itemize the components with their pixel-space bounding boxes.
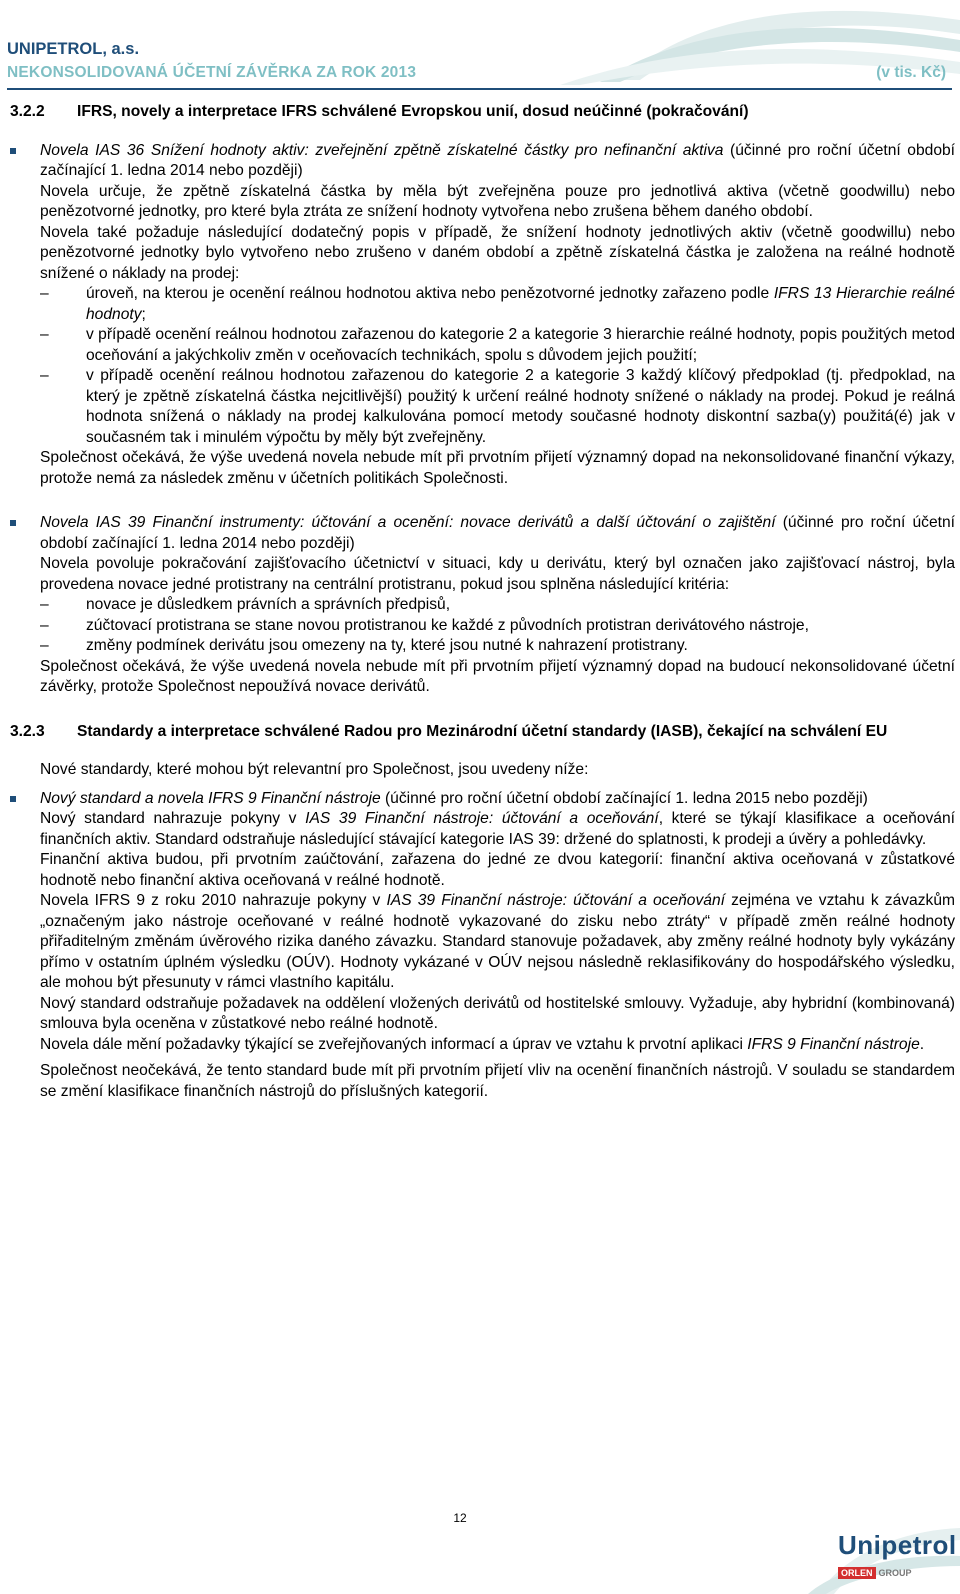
units-label: (v tis. Kč)	[876, 64, 946, 81]
item-title: Novela IAS 36 Snížení hodnoty aktiv: zveřejnění zpětně získatelné částky pro nefinanční aktiva (účinné pro roční účetní období začínající 1. ledna 2014 nebo později)	[40, 141, 955, 179]
report-title: NEKONSOLIDOVANÁ ÚČETNÍ ZÁVĚRKA ZA ROK 2013	[7, 64, 417, 81]
bullet-icon	[10, 148, 16, 154]
section-title: Standardy a interpretace schválené Radou pro Mezinárodní účetní standardy (IASB), čekající na schválení EU	[77, 722, 888, 740]
orlen-logo: ORLEN	[838, 1567, 876, 1579]
paragraph: Novela IFRS 9 z roku 2010 nahrazuje pokyny v IAS 39 Finanční nástroje: účtování a oceňování zejména ve vztahu k závazkům „označeným jako nástroje oceňované v reálné hodnotě vykazované do zisku nebo ztráty“ v případě změn reálné hodnoty přiřaditelným změnám úvěrového rizika daného závazku. Standard stanovuje požadavek, aby změny reálné hodnoty byly vykázány přímo v ostatním úplném výsledku (OÚV). Hodnoty vykázané v OÚV nejsou následně reklasifikovány do hospodářského výsledku, ale mohou být přesunuty v rámci vlastního kapitálu.	[40, 892, 955, 991]
item-title: Novela IAS 39 Finanční instrumenty: účtování a ocenění: novace derivátů a další účtování o zajištění (účinné pro roční účetní období začínající 1. ledna 2014 nebo později)	[40, 514, 955, 552]
section-heading-323	[10, 722, 955, 743]
paragraph: Finanční aktiva budou, při prvotním zaúčtování, zařazena do jedné ze dvou kategorií: finanční aktiva oceňovaná v zůstatkové hodnotě nebo finanční aktiva oceňovaná v reálné hodnotě.	[40, 851, 955, 889]
paragraph: Novela povoluje pokračování zajišťovacího účetnictví v situaci, kdy u derivátu, který byl označen jako zajišťovací nástroj, byla provedena novace jedné protistrany na centrální protistranu, pokud jsou splněna následující kritéria:	[40, 555, 955, 593]
paragraph: Novela určuje, že zpětně získatelná částka by měla být zveřejněna pouze pro jednotlivá aktiva (včetně goodwillu) nebo penězotvorné jednotky, pro které byla ztráta ze snížení hodnoty vytvořena nebo zrušena během daného období.	[40, 182, 955, 220]
bullet-icon	[10, 520, 16, 526]
item-title: Nový standard a novela IFRS 9 Finanční nástroje (účinné pro roční účetní období začínající 1. ledna 2015 nebo později)	[40, 789, 868, 807]
dash-item: – novace je důsledkem právních a správních předpisů,	[40, 595, 955, 616]
document-body	[10, 96, 955, 1102]
section-heading-322	[10, 102, 955, 123]
dash-icon: –	[40, 367, 49, 384]
paragraph: Novela dále mění požadavky týkající se zveřejňovaných informací a úprav ve vztahu k prvotní aplikaci IFRS 9 Finanční nástroje.	[40, 1035, 925, 1053]
section-title: IFRS, novely a interpretace IFRS schválené Evropskou unií, dosud neúčinné (pokračování)	[77, 103, 749, 120]
dash-item: – zúčtovací protistrana se stane novou protistranou ke každé z původních protistran derivátového nástroje,	[40, 616, 955, 637]
section-intro: Nové standardy, které mohou být relevantní pro Společnost, jsou uvedeny níže:	[40, 761, 589, 778]
list-item-ias36	[10, 141, 955, 490]
paragraph: Nový standard odstraňuje požadavek na oddělení vložených derivátů od hostitelské smlouvy. Vyžaduje, aby hybridní (kombinovaná) smlouva byla oceněna v zůstatkové nebo reálné hodnotě.	[40, 994, 955, 1032]
orlen-group-label: GROUP	[878, 1568, 912, 1578]
paragraph: Společnost očekává, že výše uvedená novela nebude mít při prvotním přijetí významný dopad na nekonsolidované finanční výkazy, protože nemá za následek změnu v účetních politikách Společnosti.	[40, 449, 955, 487]
list-item-ias39	[10, 513, 955, 698]
dash-icon: –	[40, 285, 49, 302]
header-divider	[7, 88, 952, 90]
bullet-icon	[10, 796, 16, 802]
dash-item: – v případě ocenění reálnou hodnotou zařazenou do kategorie 2 a kategorie 3 každý klíčový předpoklad (tj. předpoklad, na který je zpětně získatelná částka nejcitlivější) použitý k určení reálné hodnoty snížené o náklady na prodej. Pokud je reálná hodnota snížená o náklady na prodej kalkulována pomocí metody současné hodnoty diskontní sazba(y) použitá(é) jak v současném tak i minulém výpočtu by měly být zveřejněny.	[40, 367, 955, 446]
dash-icon: –	[40, 596, 49, 613]
paragraph: Novela také požaduje následující dodatečný popis v případě, že snížení hodnoty jednotlivých aktiv (včetně goodwillu) nebo penězotvorné jednotky bylo vytvořeno nebo zrušeno v daném období a zpětně získatelná částka je založena na reálné hodnotě snížené o náklady na prodej:	[40, 223, 955, 282]
dash-item: – v případě ocenění reálnou hodnotou zařazenou do kategorie 2 a kategorie 3 hierarchie reálné hodnoty, popis použitých metod oceňování a jakýchkoliv změn v oceňovacích technikách, spolu s důvodem jejich použití;	[40, 326, 955, 364]
company-name: UNIPETROL, a.s.	[7, 40, 140, 58]
paragraph: Společnost očekává, že výše uvedená novela nebude mít při prvotním přijetí významný dopad na budoucí nekonsolidované účetní závěrky, protože Společnost nepoužívá novace derivátů.	[40, 657, 955, 695]
paragraph: Nový standard nahrazuje pokyny v IAS 39 Finanční nástroje: účtování a oceňování, které se týkají klasifikace a oceňování finančních aktiv. Standard odstraňuje následující stávající kategorie IAS 39: držené do splatnosti, k prodeji a úvěry a pohledávky.	[40, 810, 955, 848]
paragraph: Společnost neočekává, že tento standard bude mít při prvotním přijetí vliv na ocenění finančních nástrojů. V souladu se standardem se změní klasifikace finančních nástrojů do příslušných kategorií.	[40, 1062, 955, 1100]
dash-item: – úroveň, na kterou je ocenění reálnou hodnotou aktiva nebo penězotvorné jednotky zařazeno podle IFRS 13 Hierarchie reálné hodnoty;	[40, 285, 955, 323]
dash-item: – změny podmínek derivátu jsou omezeny na ty, které jsou nutné k nahrazení protistrany.	[40, 636, 955, 657]
dash-icon: –	[40, 326, 49, 343]
list-item-ifrs9	[10, 789, 955, 1103]
orlen-group-logo	[838, 1566, 912, 1580]
page-number: 12	[453, 1511, 467, 1525]
section-number: 3.2.2	[10, 103, 45, 120]
logo: Unipetrol	[838, 1530, 957, 1560]
dash-icon: –	[40, 616, 49, 634]
section-number: 3.2.3	[10, 722, 45, 740]
dash-icon: –	[40, 637, 49, 654]
